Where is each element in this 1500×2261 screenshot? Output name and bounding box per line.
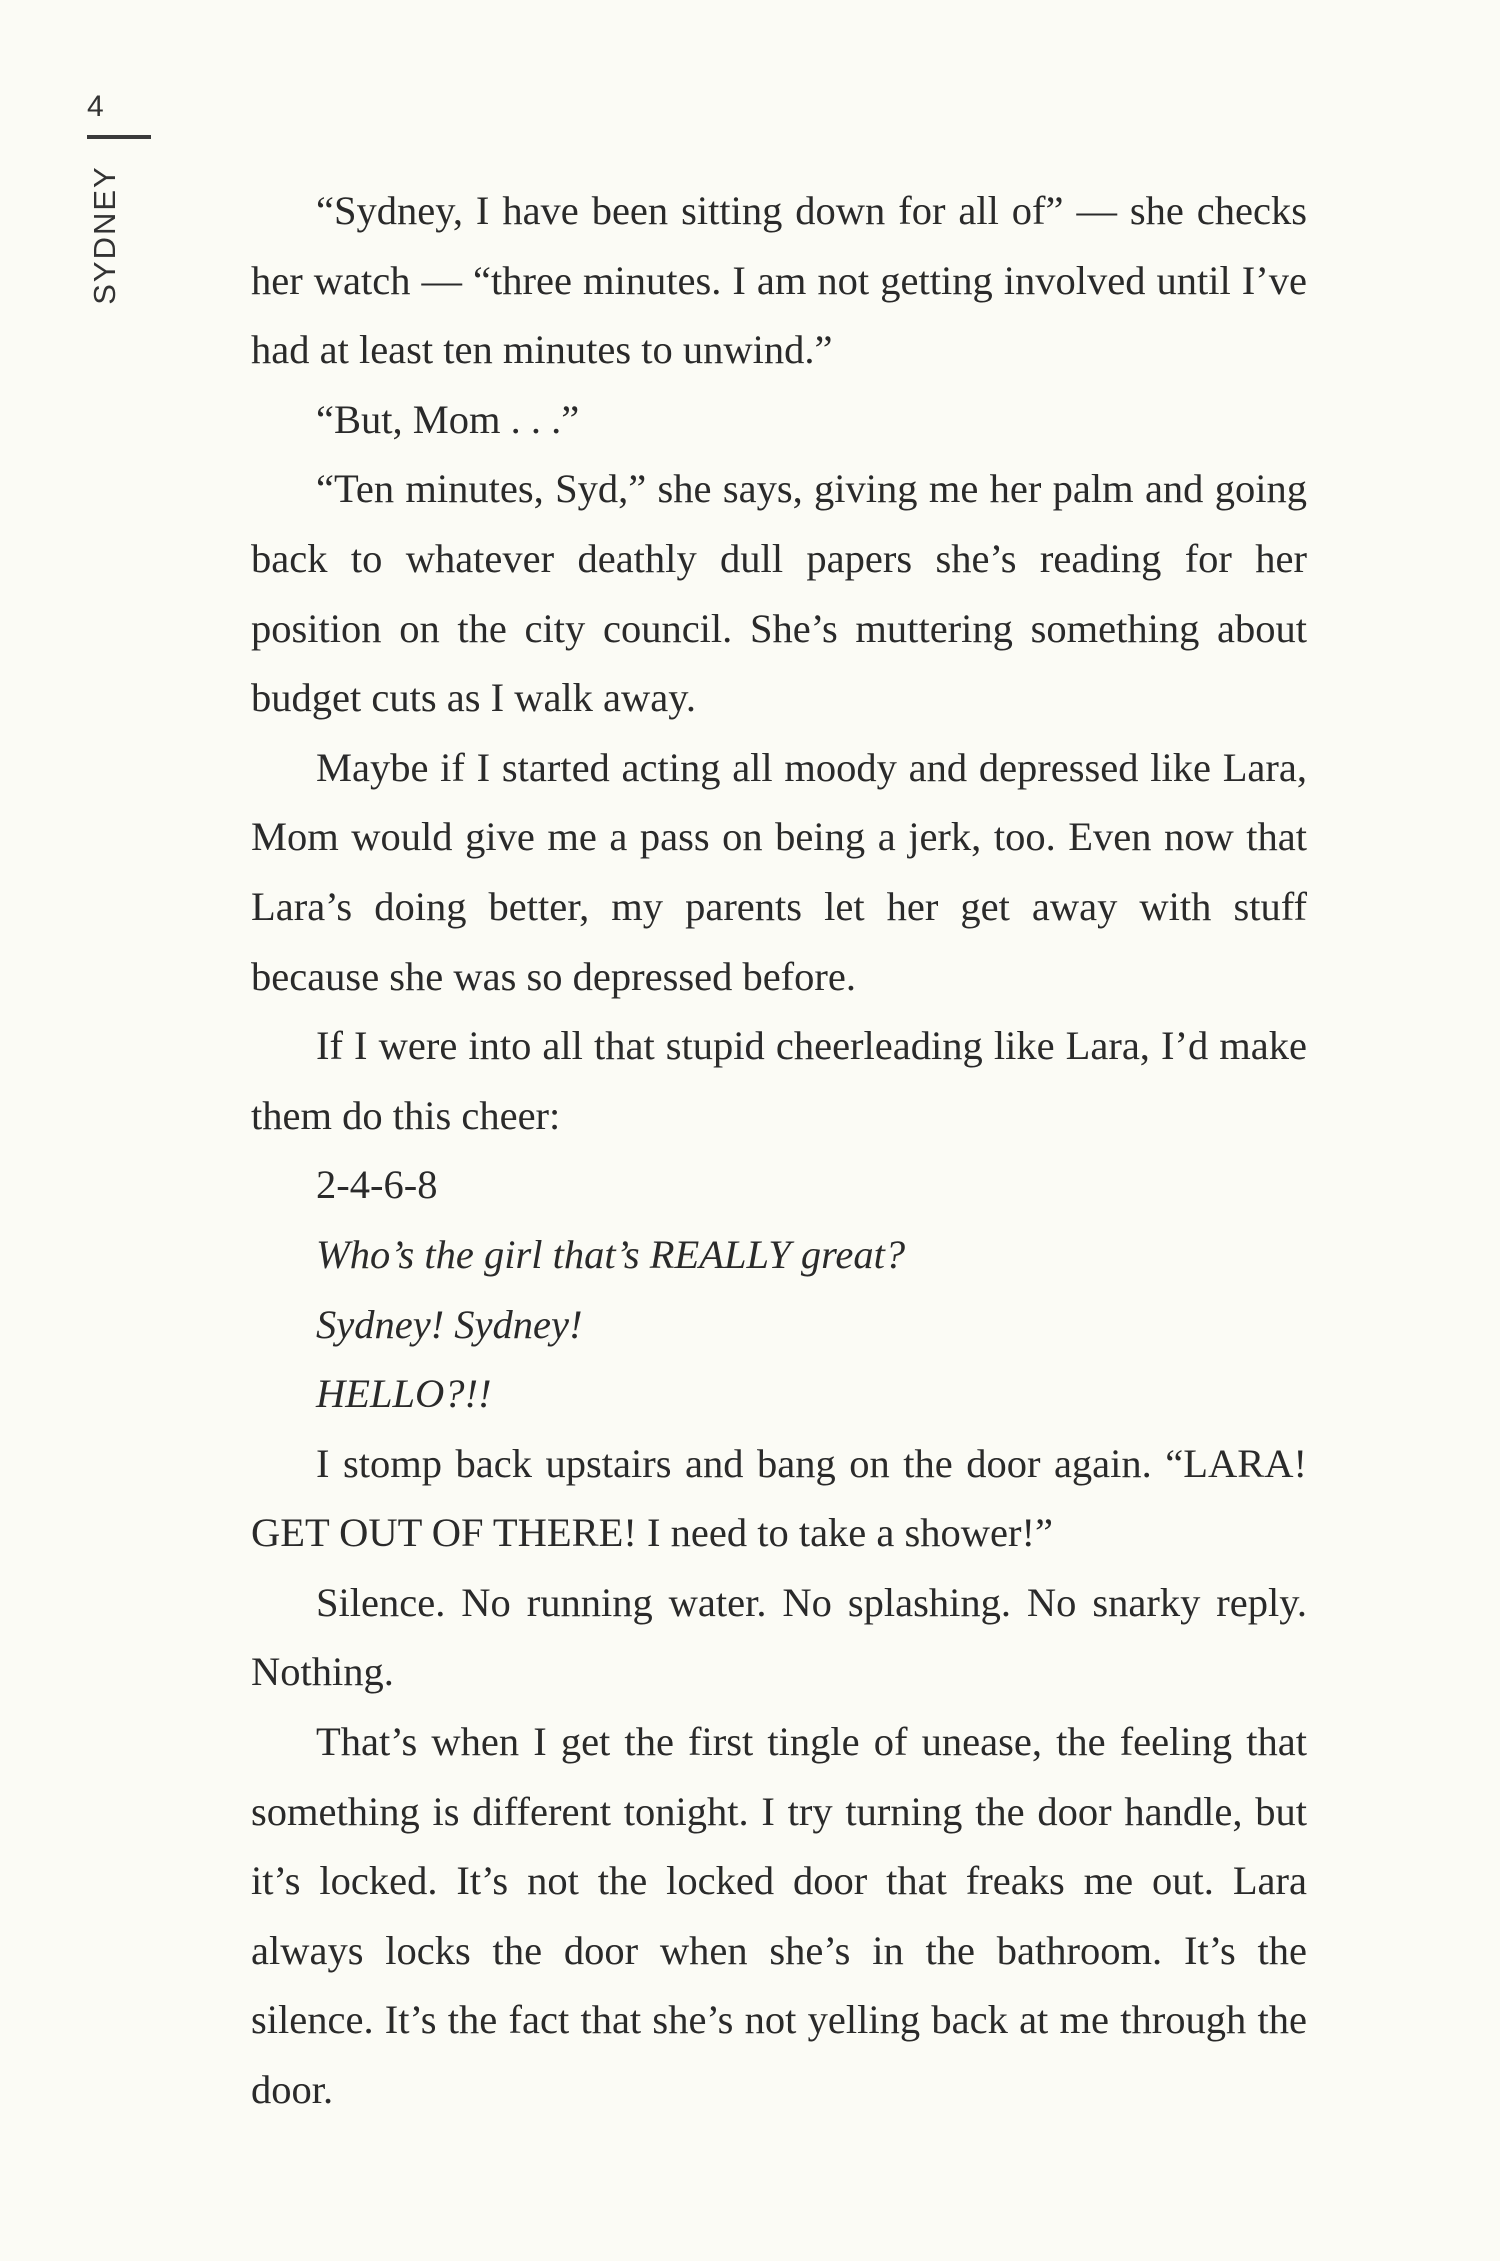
paragraph: Maybe if I started acting all moody and depressed like Lara, Mom would give me a pass on being a jerk, too. Even now that Lara’s doing better, my parents let her get away with stuff because she was so depressed before. (251, 744, 1307, 999)
paragraph: “Ten minutes, Syd,” she says, giving me her palm and going back to whatever deathly dull papers she’s reading for her position on the city council. She’s muttering something about budget cuts as I walk away. (251, 466, 1307, 721)
cheer-line: 2-4-6-8 (316, 1162, 438, 1208)
running-head-rule (87, 135, 151, 139)
paragraph: Silence. No running water. No splashing. No snarky reply. Nothing. (251, 1579, 1307, 1695)
cheer-line: HELLO?!! (316, 1371, 492, 1417)
paragraph: I stomp back upstairs and bang on the door again. “LARA! GET OUT OF THERE! I need to take a shower!” (251, 1440, 1307, 1556)
paragraph: That’s when I get the first tingle of unease, the feeling that something is different tonight. I try turning the door handle, but it’s locked. It’s not the locked door that freaks me out. Lara always locks the door when she’s in the bathroom. It’s the silence. It’s the fact that she’s not yelling back at me through the door. (251, 1719, 1307, 2113)
cheer-line: Who’s the girl that’s REALLY great? (316, 1231, 906, 1277)
running-head-title: SYDNEY (87, 165, 122, 305)
paragraph: “Sydney, I have been sitting down for all of” — she checks her watch — “three minutes. I am not getting involved until I’ve had at least ten minutes to unwind.” (251, 188, 1307, 373)
cheer-line: Sydney! Sydney! (316, 1301, 583, 1347)
paragraph: “But, Mom . . .” (316, 396, 580, 442)
page-number: 4 (87, 90, 104, 123)
body-text (251, 176, 1307, 2125)
paragraph: If I were into all that stupid cheerleading like Lara, I’d make them do this cheer: (251, 1023, 1307, 1138)
